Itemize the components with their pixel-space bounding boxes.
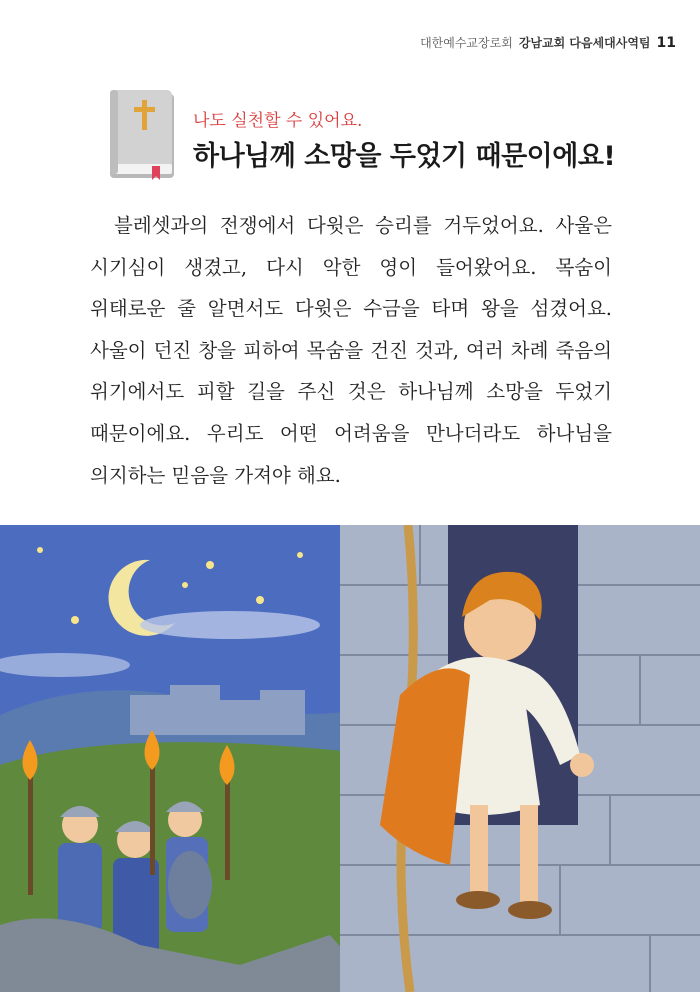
church-name: 대한예수교장로회	[420, 36, 513, 50]
body-paragraph: 블레셋과의 전쟁에서 다윗은 승리를 거두었어요. 사울은 시기심이 생겼고, 다시 악한 영이 들어왔어요. 목숨이 위태로운 줄 알면서도 다윗은 수금을 타며 왕을 섬겼어요. 사울이 던진 창을 피하여 목숨을 건진 것과, 여러 차례 죽음의 위기에서도 피할 길을 주신 것은 하나님께 소망을 두었기 때문이에요. 우리도 어떤 어려움을 만나더라도 하나님을 의지하는 믿음을 가져야 해요.	[90, 214, 612, 487]
team-name: 강남교회 다음세대사역팀	[518, 36, 651, 50]
page-header	[420, 34, 676, 51]
page-number: 11	[656, 35, 676, 51]
section-subtitle: 나도 실천할 수 있어요.	[193, 111, 363, 131]
section-title: 하나님께 소망을 두었기 때문이에요!	[193, 141, 616, 172]
david-escaping-window-illustration	[0, 525, 700, 992]
bible-cross-icon	[108, 88, 178, 180]
